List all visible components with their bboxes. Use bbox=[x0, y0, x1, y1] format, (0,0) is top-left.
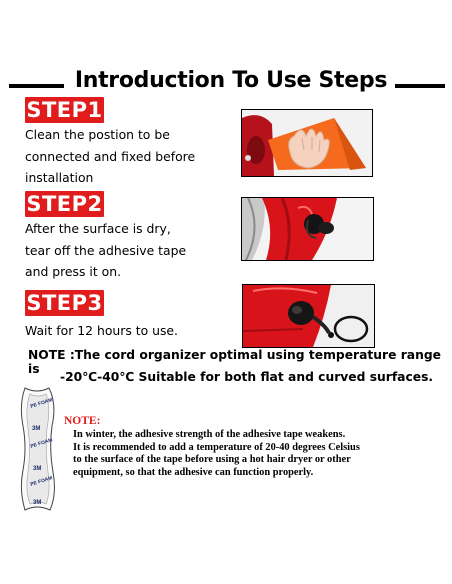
winter-note-line: In winter, the adhesive strength of the adhesive tape weakens. bbox=[73, 429, 346, 440]
foam-tape-image bbox=[19, 386, 56, 512]
step3-text bbox=[25, 320, 178, 342]
cord-organizer-illustration bbox=[243, 285, 374, 347]
page-title: Introduction To Use Steps bbox=[74, 68, 388, 93]
step1-line: connected and fixed before bbox=[25, 148, 196, 164]
step2-line: tear off the adhesive tape bbox=[25, 242, 187, 258]
winter-note-title: NOTE: bbox=[64, 415, 101, 427]
step2-photo bbox=[241, 197, 374, 261]
cleaning-illustration bbox=[242, 110, 372, 176]
step2-line: and press it on. bbox=[25, 264, 122, 279]
foam-brand: 3M bbox=[33, 466, 42, 472]
winter-note-line: It is recommended to add a temperature of 20-40 degrees Celsius bbox=[73, 441, 360, 453]
foam-brand: 3M bbox=[32, 426, 41, 432]
foam-label: PE FOAM bbox=[29, 475, 54, 488]
step3-photo bbox=[242, 284, 375, 348]
step2-line: After the surface is dry, bbox=[25, 221, 171, 236]
step3-line: Wait for 12 hours to use. bbox=[25, 323, 178, 338]
tape-press-illustration bbox=[242, 198, 373, 260]
heading-rule-left bbox=[9, 84, 64, 88]
temperature-note-line1: NOTE :The cord organizer optimal using temperature range is bbox=[28, 348, 441, 376]
winter-note-body bbox=[73, 429, 449, 479]
heading-rule-right bbox=[395, 84, 445, 88]
temperature-note-line2: -20℃-40℃ Suitable for both flat and curved surfaces. bbox=[60, 370, 434, 384]
foam-label: PE FOAM bbox=[29, 397, 54, 410]
winter-note-line: to the surface of the tape before using a hot hair dryer or other bbox=[73, 454, 351, 466]
step1-badge: STEP1 bbox=[26, 98, 103, 122]
foam-label: PE FOAM bbox=[29, 437, 54, 450]
step2-badge: STEP2 bbox=[26, 192, 103, 216]
step1-line: installation bbox=[25, 170, 94, 185]
step1-photo bbox=[241, 109, 373, 177]
step3-badge: STEP3 bbox=[26, 291, 103, 315]
step1-text bbox=[25, 124, 195, 189]
step1-line: Clean the postion to be bbox=[25, 127, 170, 142]
winter-note-line: equipment, so that the adhesive can function properly. bbox=[73, 466, 314, 478]
foam-brand: 3M bbox=[33, 500, 42, 506]
step2-text bbox=[25, 218, 186, 283]
